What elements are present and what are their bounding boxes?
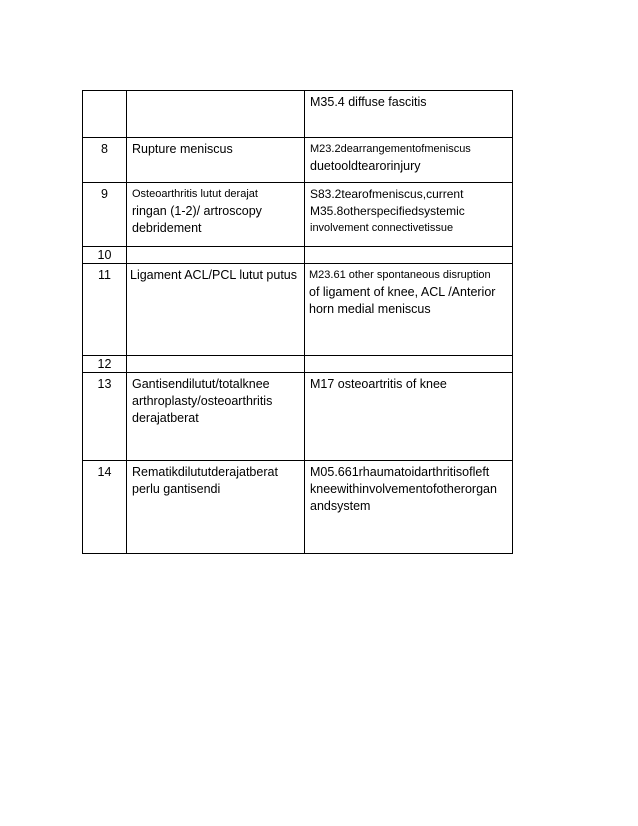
icd-code-cell bbox=[305, 183, 513, 247]
diagnosis-cell bbox=[127, 373, 305, 461]
diagnosis-line: perlu gantisendi bbox=[132, 482, 221, 496]
diagnosis-line: Osteoarthritis lutut derajat bbox=[132, 188, 258, 200]
row-number: 12 bbox=[97, 357, 112, 371]
diagnosis-cell bbox=[127, 356, 305, 373]
diagnosis-cell bbox=[127, 247, 305, 264]
icd-code-cell bbox=[305, 264, 513, 356]
diagnosis-cell bbox=[127, 264, 305, 356]
icd-code-line: of ligament of knee, ACL /Anterior bbox=[309, 285, 496, 299]
table-row bbox=[83, 91, 513, 138]
diagnosis-cell bbox=[127, 91, 305, 138]
icd-code-line: M05.661rhaumatoidarthritisofleft bbox=[310, 465, 490, 479]
row-number-cell bbox=[83, 247, 127, 264]
row-number-cell bbox=[83, 264, 127, 356]
table-row bbox=[83, 247, 513, 264]
row-number: 13 bbox=[97, 377, 112, 391]
table-row bbox=[83, 461, 513, 554]
icd-code-cell bbox=[305, 247, 513, 264]
icd-code-cell bbox=[305, 373, 513, 461]
diagnosis-line: Rematikdilututderajatberat bbox=[132, 465, 278, 479]
icd-code-line: duetooldtearorinjury bbox=[310, 159, 421, 173]
diagnosis-line: ringan (1-2)/ artroscopy bbox=[132, 204, 262, 218]
icd-code-line: kneewithinvolvementofotherorgan bbox=[310, 482, 497, 496]
row-number-cell bbox=[83, 91, 127, 138]
diagnosis-line: arthroplasty/osteoarthritis bbox=[132, 394, 273, 408]
table-row bbox=[83, 183, 513, 247]
icd-code-line: S83.2tearofmeniscus,current bbox=[310, 187, 464, 201]
row-number: 9 bbox=[101, 187, 108, 201]
row-number: 14 bbox=[97, 465, 112, 479]
icd-code-line: M23.61 other spontaneous disruption bbox=[309, 269, 491, 281]
diagnosis-line: debridement bbox=[132, 221, 202, 235]
icd-code-cell bbox=[305, 91, 513, 138]
icd-code-line: horn medial meniscus bbox=[309, 302, 431, 316]
diagnosis-cell bbox=[127, 138, 305, 183]
row-number-cell bbox=[83, 356, 127, 373]
table-row bbox=[83, 356, 513, 373]
row-number-cell bbox=[83, 138, 127, 183]
diagnosis-cell bbox=[127, 183, 305, 247]
row-number-cell bbox=[83, 183, 127, 247]
row-number-cell bbox=[83, 461, 127, 554]
row-number: 11 bbox=[98, 268, 111, 282]
icd-code-cell bbox=[305, 461, 513, 554]
icd-code-cell bbox=[305, 356, 513, 373]
row-number-cell bbox=[83, 373, 127, 461]
icd-code-line: andsystem bbox=[310, 499, 371, 513]
diagnosis-line: Rupture meniscus bbox=[132, 142, 233, 156]
diagnosis-cell bbox=[127, 461, 305, 554]
row-number: 10 bbox=[97, 248, 112, 262]
diagnosis-code-table bbox=[82, 90, 513, 554]
icd-code-line: M23.2dearrangementofmeniscus bbox=[310, 143, 471, 155]
table-row bbox=[83, 138, 513, 183]
diagnosis-line: Ligament ACL/PCL lutut putus bbox=[130, 268, 297, 282]
row-number: 8 bbox=[101, 142, 108, 156]
icd-code-line: M17 osteoartritis of knee bbox=[310, 377, 447, 391]
table-row bbox=[83, 264, 513, 356]
diagnosis-line: derajatberat bbox=[132, 411, 199, 425]
diagnosis-line: Gantisendilutut/totalknee bbox=[132, 377, 270, 391]
icd-code-line: M35.8otherspecifiedsystemic bbox=[310, 204, 465, 218]
icd-code-line: involvement connectivetissue bbox=[310, 222, 454, 234]
icd-code-line: M35.4 diffuse fascitis bbox=[310, 95, 427, 109]
table-row bbox=[83, 373, 513, 461]
icd-code-cell bbox=[305, 138, 513, 183]
